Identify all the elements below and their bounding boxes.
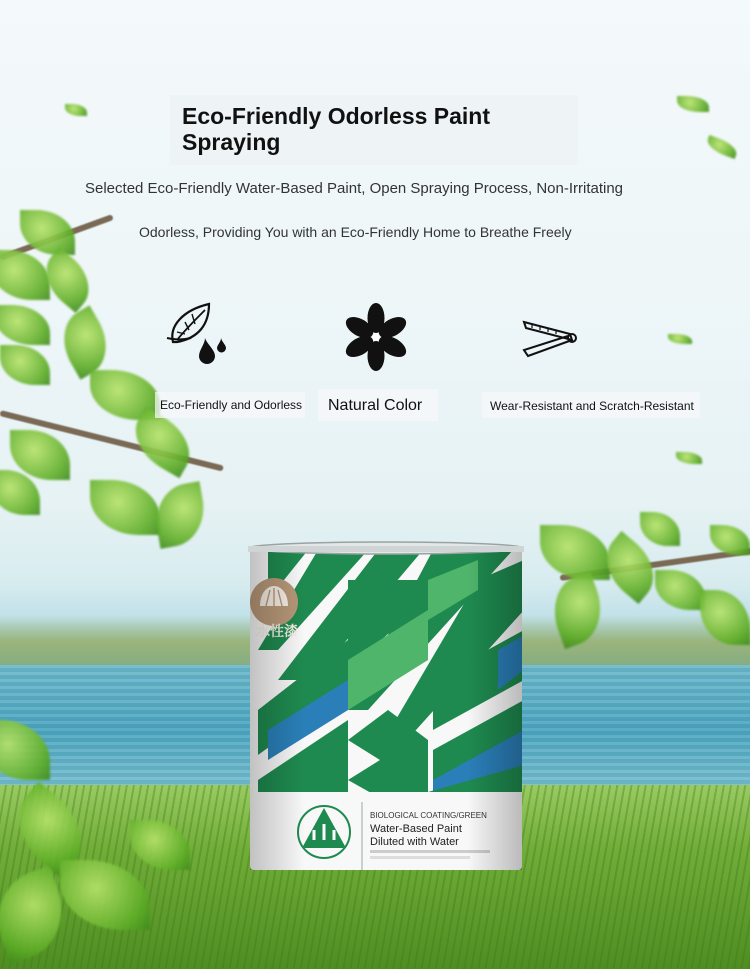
feature-label-eco-friendly: Eco-Friendly and Odorless [160, 398, 303, 412]
floating-leaf [677, 96, 709, 112]
leaf [655, 570, 705, 610]
page-title: Eco-Friendly Odorless Paint Spraying [182, 103, 491, 155]
paint-can [248, 540, 524, 880]
floating-leaf [65, 104, 87, 116]
floating-leaf [676, 452, 702, 464]
leaf [90, 480, 160, 535]
folding-ruler-icon [520, 316, 580, 360]
leaf [0, 250, 50, 300]
floating-leaf [705, 135, 740, 159]
leaf [0, 305, 50, 345]
flower-icon [343, 303, 409, 371]
feature-label-natural-color: Natural Color [328, 397, 423, 414]
leaf [540, 525, 610, 580]
subtitle-line-1: Selected Eco-Friendly Water-Based Paint, Open Spraying Process, Non-Irritating [85, 180, 624, 197]
floating-leaf [668, 334, 692, 344]
leaf [150, 481, 210, 549]
feature-label-wear-resistant: Wear-Resistant and Scratch-Resistant [490, 399, 694, 413]
leaf [710, 525, 750, 555]
leaf [51, 305, 120, 379]
leaf [640, 512, 680, 546]
leaf [0, 345, 50, 385]
leaf-drops-icon [165, 300, 231, 374]
subtitle-line-2: Odorless, Providing You with an Eco-Friendly Home to Breathe Freely [139, 224, 572, 240]
